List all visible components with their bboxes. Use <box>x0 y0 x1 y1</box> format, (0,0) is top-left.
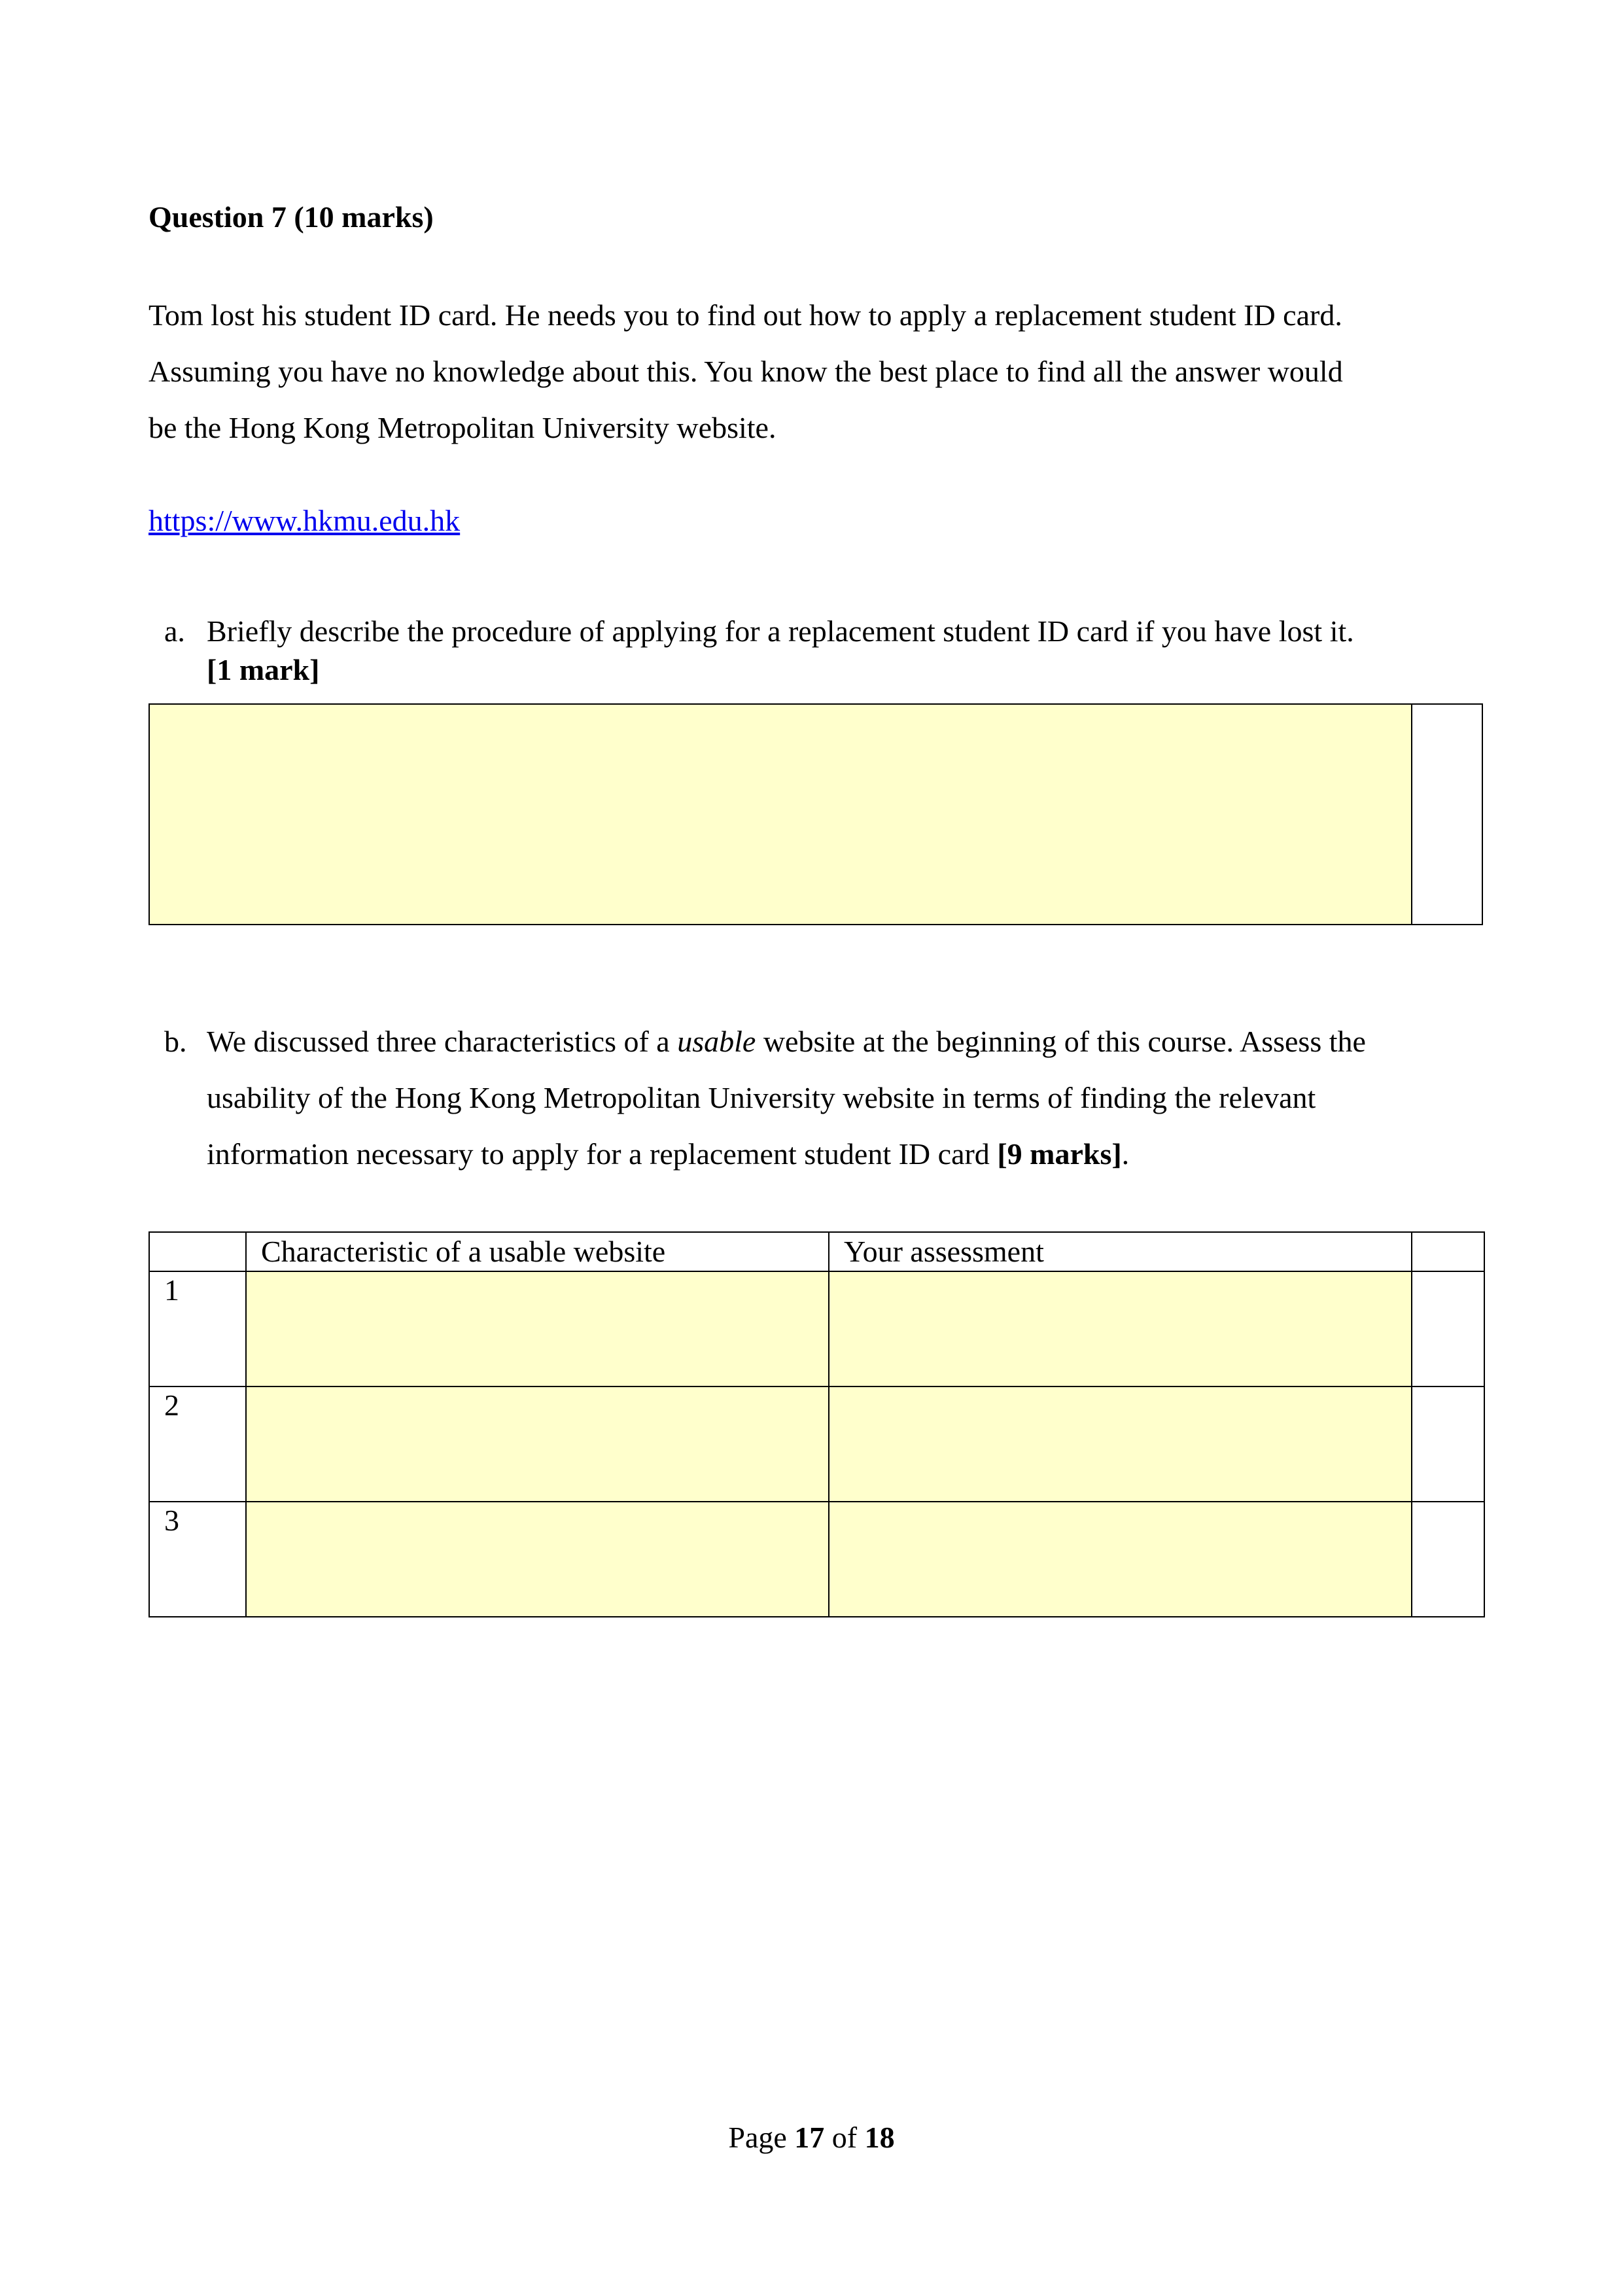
row-number: 1 <box>149 1271 246 1386</box>
row-marker-cell <box>1412 1386 1484 1502</box>
characteristic-answer-field[interactable] <box>246 1502 829 1617</box>
table-row <box>149 1271 1484 1386</box>
header-characteristic: Characteristic of a usable website <box>246 1232 829 1271</box>
part-a-question: Briefly describe the procedure of applying for a replacement student ID card if you have lost it. <box>207 614 1354 648</box>
row-number: 2 <box>149 1386 246 1502</box>
header-number-cell <box>149 1232 246 1271</box>
question-heading: Question 7 (10 marks) <box>148 200 434 234</box>
part-b-line-2: usability of the Hong Kong Metropolitan University website in terms of finding the relevant <box>207 1081 1316 1114</box>
part-a-marks: [1 mark] <box>207 653 320 686</box>
table-row <box>149 1502 1484 1617</box>
intro-line-2: Assuming you have no knowledge about this. You know the best place to find all the answer would <box>148 355 1343 388</box>
page-footer <box>0 2118 1623 2157</box>
intro-line-3: be the Hong Kong Metropolitan University website. <box>148 411 777 444</box>
current-page-number: 17 <box>794 2121 825 2154</box>
assessment-answer-field[interactable] <box>829 1386 1412 1502</box>
part-b-emphasis: usable <box>677 1025 756 1058</box>
part-a-answer-field[interactable] <box>150 705 1412 924</box>
part-b-line-1-end: website at the beginning of this course. Assess the <box>756 1025 1366 1058</box>
assessment-table <box>148 1231 1485 1617</box>
part-b-line-1 <box>207 1022 1366 1061</box>
total-pages-number: 18 <box>864 2121 895 2154</box>
part-b-letter: b. <box>164 1025 187 1058</box>
row-marker-cell <box>1412 1271 1484 1386</box>
part-b-line-3 <box>207 1135 1129 1174</box>
part-a-answer-box <box>148 703 1483 925</box>
table-row <box>149 1386 1484 1502</box>
university-website-link[interactable]: https://www.hkmu.edu.hk <box>148 504 461 537</box>
part-b-line-3-start: information necessary to apply for a replacement student ID card <box>207 1137 998 1171</box>
page-label: Page <box>728 2121 795 2154</box>
header-assessment: Your assessment <box>829 1232 1412 1271</box>
assessment-answer-field[interactable] <box>829 1502 1412 1617</box>
part-b-line-1-start: We discussed three characteristics of a <box>207 1025 678 1058</box>
intro-line-1: Tom lost his student ID card. He needs you to find out how to apply a replacement student ID card. <box>148 298 1342 332</box>
part-a-letter: a. <box>164 614 185 648</box>
characteristic-answer-field[interactable] <box>246 1386 829 1502</box>
part-b-marks: [9 marks] <box>997 1137 1122 1171</box>
row-number: 3 <box>149 1502 246 1617</box>
part-b-line-3-end: . <box>1121 1137 1130 1171</box>
page-of-label: of <box>824 2121 865 2154</box>
table-header-row <box>149 1232 1484 1271</box>
header-marker-cell <box>1412 1232 1484 1271</box>
assessment-answer-field[interactable] <box>829 1271 1412 1386</box>
part-a-marker-cell <box>1412 705 1482 924</box>
characteristic-answer-field[interactable] <box>246 1271 829 1386</box>
row-marker-cell <box>1412 1502 1484 1617</box>
